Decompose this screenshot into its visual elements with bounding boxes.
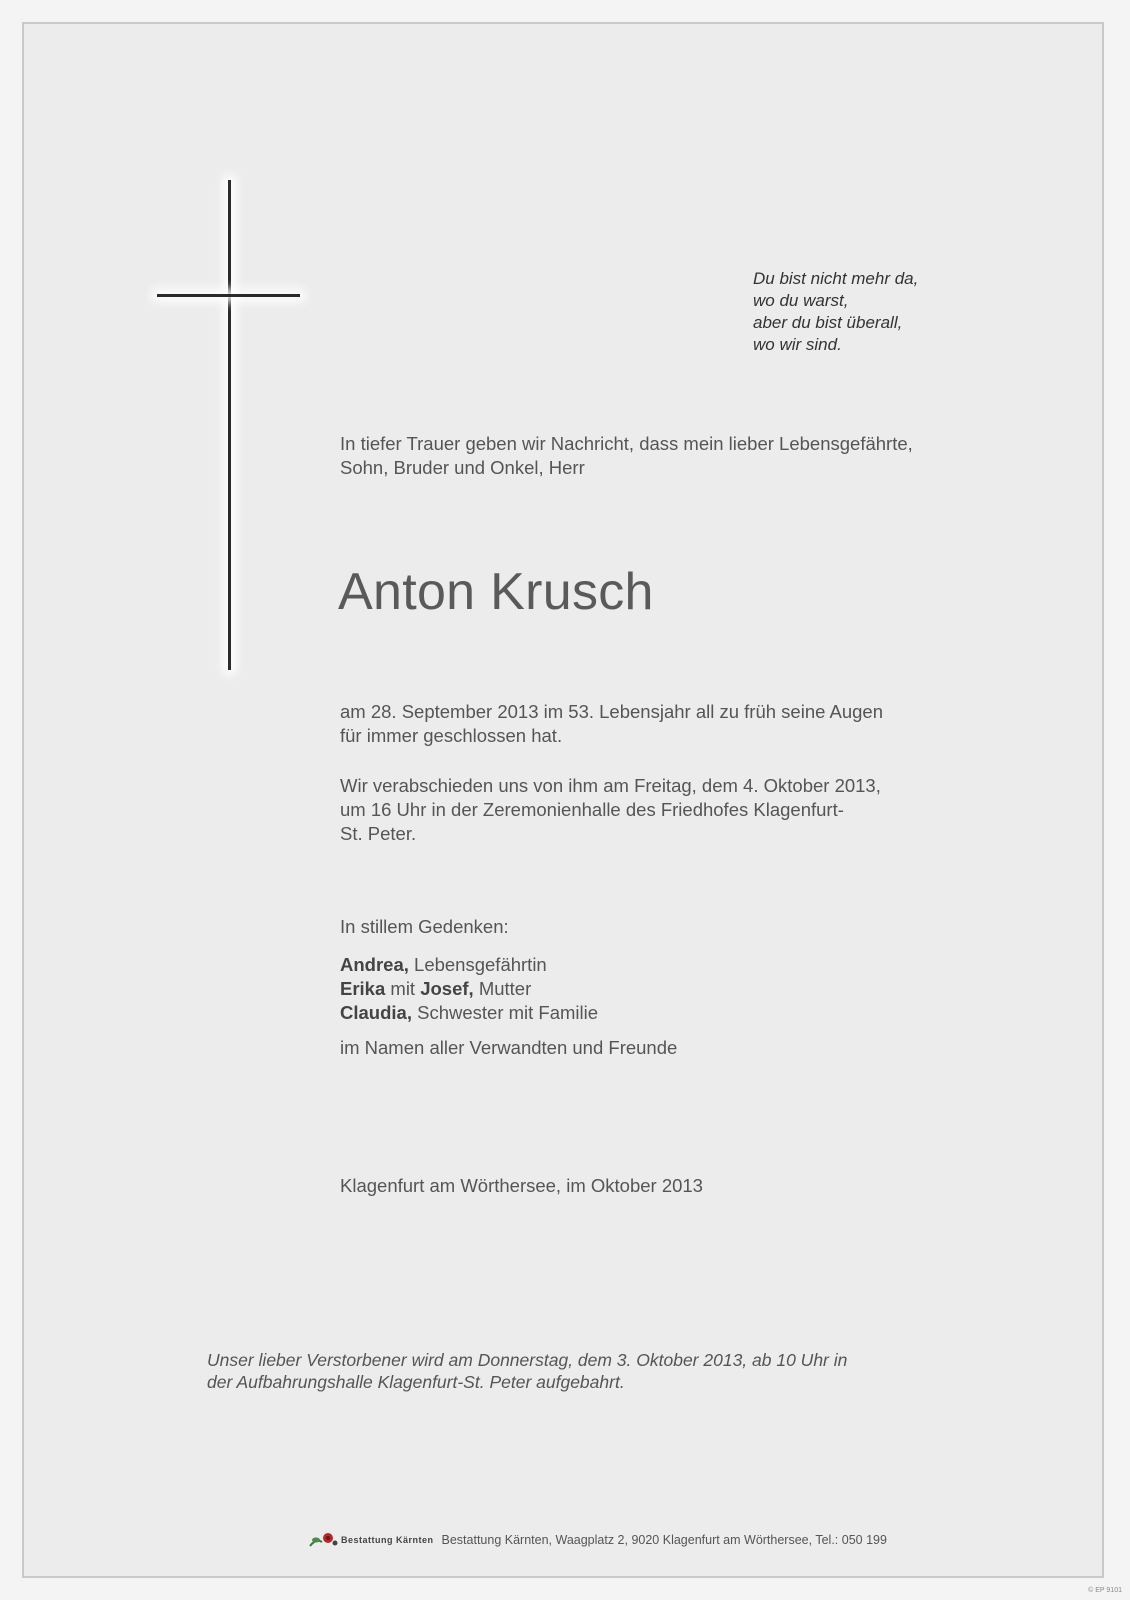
mourner-connector: mit [385,978,421,999]
mourner-role: Mutter [473,978,532,999]
farewell-line: St. Peter. [340,823,417,844]
footer [308,1527,887,1553]
mourner-name: Andrea, [340,954,409,975]
poem-line: aber du bist überall, [753,313,903,332]
cross-vertical-beam [228,180,231,670]
mourners-list [340,953,598,1025]
poem-line: Du bist nicht mehr da, [753,269,919,288]
mourner-andrea [340,953,598,977]
company-logo [308,1530,434,1550]
viewing-line: Unser lieber Verstorbener wird am Donnerstag, dem 3. Oktober 2013, ab 10 Uhr in [207,1350,848,1370]
deceased-name: Anton Krusch [338,563,654,621]
mourners-heading: In stillem Gedenken: [340,916,509,937]
farewell-line: Wir verabschieden uns von ihm am Freitag, dem 4. Oktober 2013, [340,775,881,796]
mourner-name: Erika [340,978,386,999]
place-date: Klagenfurt am Wörthersee, im Oktober 2013 [340,1175,703,1196]
poem-line: wo wir sind. [753,335,842,354]
rose-logo-icon [308,1530,338,1550]
mourner-role: Schwester mit Familie [411,1002,599,1023]
viewing-note [207,1349,847,1393]
death-line: für immer geschlossen hat. [340,725,563,746]
viewing-line: der Aufbahrungshalle Klagenfurt-St. Peter aufgebahrt. [207,1372,625,1392]
corner-code: © EP 9101 [1088,1587,1122,1594]
farewell-text [340,774,881,846]
farewell-line: um 16 Uhr in der Zeremonienhalle des Friedhofes Klagenfurt- [340,799,844,820]
intro-line: Sohn, Bruder und Onkel, Herr [340,457,585,478]
intro-text [340,432,913,480]
poem-line: wo du warst, [753,291,849,310]
intro-line: In tiefer Trauer geben wir Nachricht, dass mein lieber Lebensgefährte, [340,433,913,454]
poem [753,268,918,356]
obituary-card [22,22,1104,1578]
cross-horizontal-beam [157,294,300,297]
mourner-role: Lebensgefährtin [408,954,547,975]
mourner-claudia [340,1001,598,1025]
footer-address: Bestattung Kärnten, Waagplatz 2, 9020 Klagenfurt am Wörthersee, Tel.: 050 199 [441,1533,887,1547]
mourner-erika [340,977,598,1001]
mourners-closing: im Namen aller Verwandten und Freunde [340,1037,678,1058]
death-text [340,700,883,748]
mourner-name: Claudia, [340,1002,412,1023]
death-line: am 28. September 2013 im 53. Lebensjahr all zu früh seine Augen [340,701,884,722]
logo-text: Bestattung Kärnten [341,1535,434,1545]
mourner-name: Josef, [420,978,474,999]
